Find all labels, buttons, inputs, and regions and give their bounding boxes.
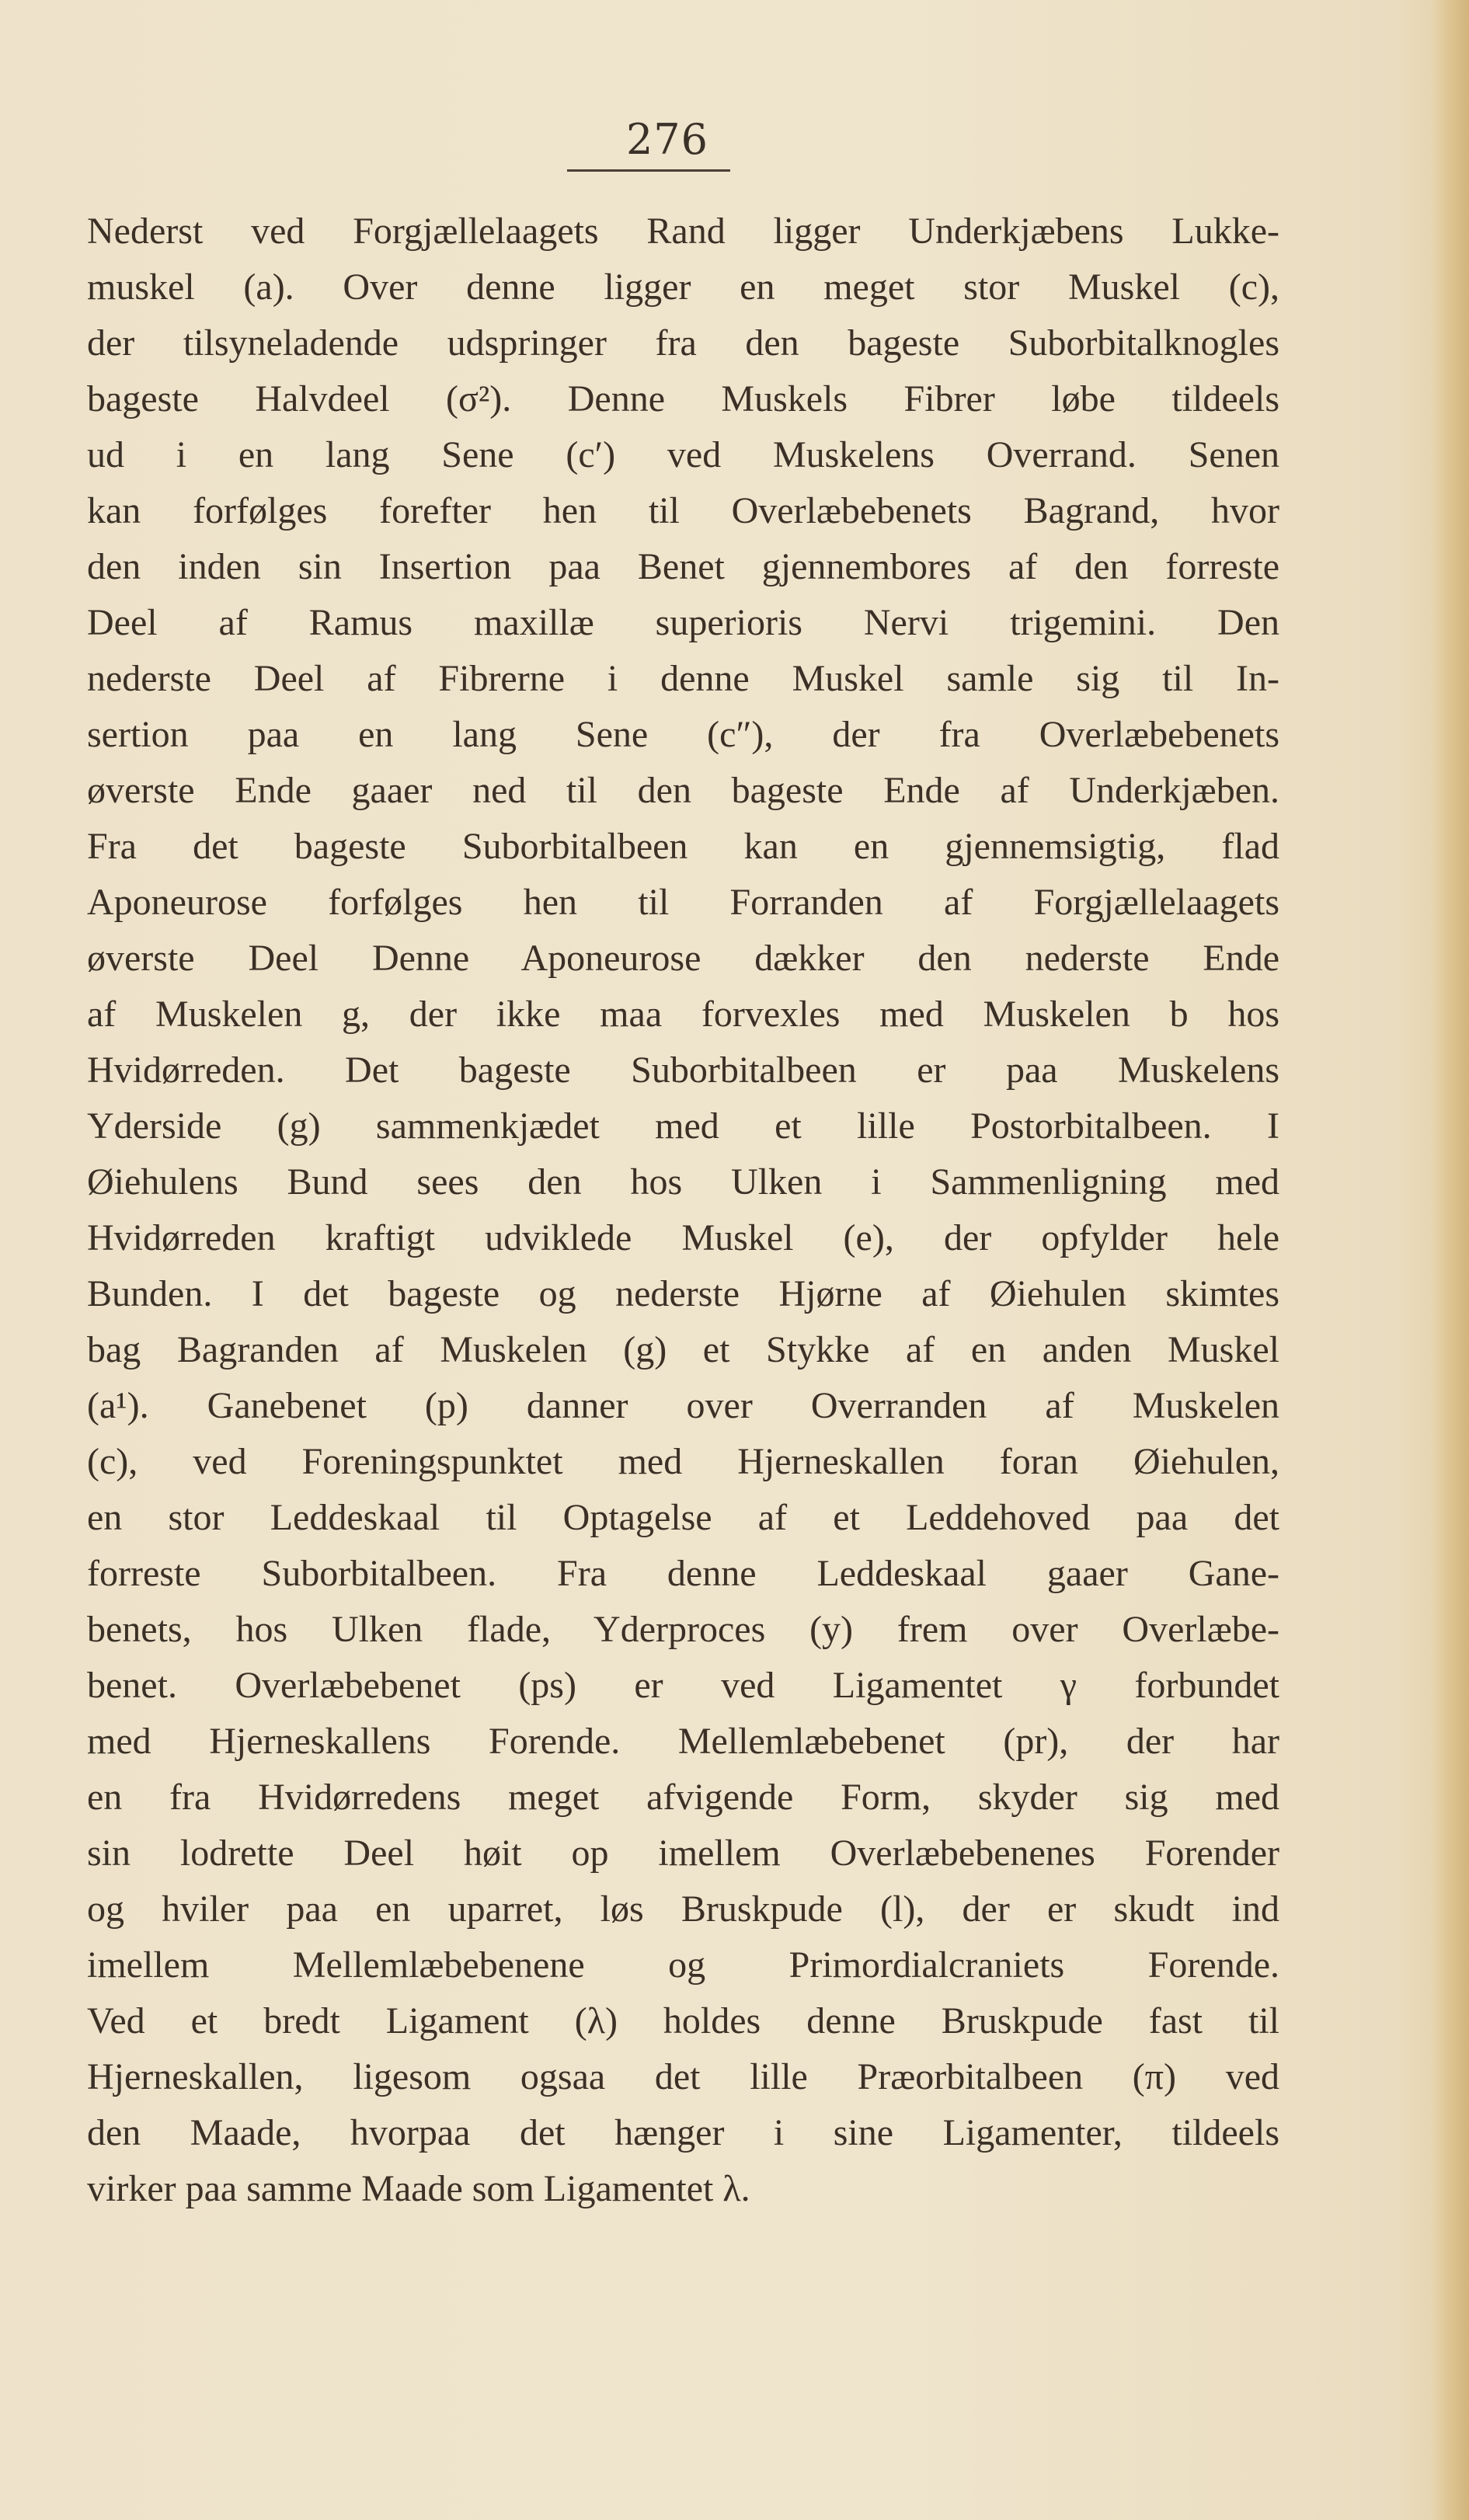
text-line: en stor Leddeskaal til Optagelse af et Leddehoved paa det: [87, 1497, 1279, 1538]
text-line: kan forfølges forefter hen til Overlæbebenets Bagrand, hvor: [87, 490, 1279, 531]
text-line: benet. Overlæbebenet (ps) er ved Ligamentet γ forbundet: [87, 1665, 1279, 1706]
text-line: Hvidørreden. Det bageste Suborbitalbeen er paa Muskelens: [87, 1049, 1279, 1091]
text-line: øverste Deel Denne Aponeurose dækker den nederste Ende: [87, 938, 1279, 979]
text-line: Hjerneskallen, ligesom ogsaa det lille Præorbitalbeen (π) ved: [87, 2056, 1279, 2097]
text-line: Bunden. I det bageste og nederste Hjørne af Øiehulen skimtes: [87, 1273, 1279, 1314]
text-line: Nederst ved Forgjællelaagets Rand ligger Underkjæbens Lukke-: [87, 211, 1279, 252]
text-line: bag Bagranden af Muskelen (g) et Stykke af en anden Muskel: [87, 1329, 1279, 1370]
text-line: nederste Deel af Fibrerne i denne Muskel samle sig til In-: [87, 658, 1279, 699]
text-line: imellem Mellemlæbebenene og Primordialcraniets Forende.: [87, 1944, 1279, 1986]
text-line: virker paa samme Maade som Ligamentet λ.: [87, 2168, 750, 2209]
text-line: med Hjerneskallens Forende. Mellemlæbebenet (pr), der har: [87, 1721, 1279, 1762]
text-line: (c), ved Foreningspunktet med Hjerneskallen foran Øiehulen,: [87, 1441, 1279, 1482]
text-line: den inden sin Insertion paa Benet gjennembores af den forreste: [87, 546, 1279, 587]
page-number-underline: [567, 169, 730, 172]
text-line: Yderside (g) sammenkjædet med et lille Postorbitalbeen. I: [87, 1105, 1279, 1147]
text-line: forreste Suborbitalbeen. Fra denne Leddeskaal gaaer Gane-: [87, 1553, 1279, 1594]
text-line: sin lodrette Deel høit op imellem Overlæbebenenes Forender: [87, 1833, 1279, 1874]
text-line: Hvidørreden kraftigt udviklede Muskel (e), der opfylder hele: [87, 1217, 1279, 1258]
text-line: der tilsyneladende udspringer fra den bageste Suborbitalknogles: [87, 322, 1279, 364]
text-line: bageste Halvdeel (σ²). Denne Muskels Fibrer løbe tildeels: [87, 378, 1279, 419]
body-text: [87, 204, 1279, 2217]
page-number: 276: [625, 115, 709, 164]
text-line: en fra Hvidørredens meget afvigende Form, skyder sig med: [87, 1777, 1279, 1818]
text-line: (a¹). Ganebenet (p) danner over Overranden af Muskelen: [87, 1385, 1279, 1426]
text-line: muskel (a). Over denne ligger en meget stor Muskel (c),: [87, 266, 1279, 308]
text-line: Ved et bredt Ligament (λ) holdes denne Bruskpude fast til: [87, 2000, 1279, 2041]
text-line: benets, hos Ulken flade, Yderproces (y) frem over Overlæbe-: [87, 1609, 1279, 1650]
text-line: af Muskelen g, der ikke maa forvexles med Muskelen b hos: [87, 994, 1279, 1035]
text-line: ud i en lang Sene (c′) ved Muskelens Overrand. Senen: [87, 434, 1279, 475]
page-edge-shadow: [1432, 0, 1469, 2520]
text-line: og hviler paa en uparret, løs Bruskpude (l), der er skudt ind: [87, 1888, 1279, 1930]
text-line: Aponeurose forfølges hen til Forranden af Forgjællelaagets: [87, 882, 1279, 923]
text-line: Fra det bageste Suborbitalbeen kan en gjennemsigtig, flad: [87, 826, 1279, 867]
text-line: Deel af Ramus maxillæ superioris Nervi trigemini. Den: [87, 602, 1279, 643]
text-line: sertion paa en lang Sene (c″), der fra Overlæbebenets: [87, 714, 1279, 755]
text-line: øverste Ende gaaer ned til den bageste Ende af Underkjæben.: [87, 770, 1279, 811]
text-line: Øiehulens Bund sees den hos Ulken i Sammenligning med: [87, 1161, 1279, 1203]
text-line: den Maade, hvorpaa det hænger i sine Ligamenter, tildeels: [87, 2112, 1279, 2153]
